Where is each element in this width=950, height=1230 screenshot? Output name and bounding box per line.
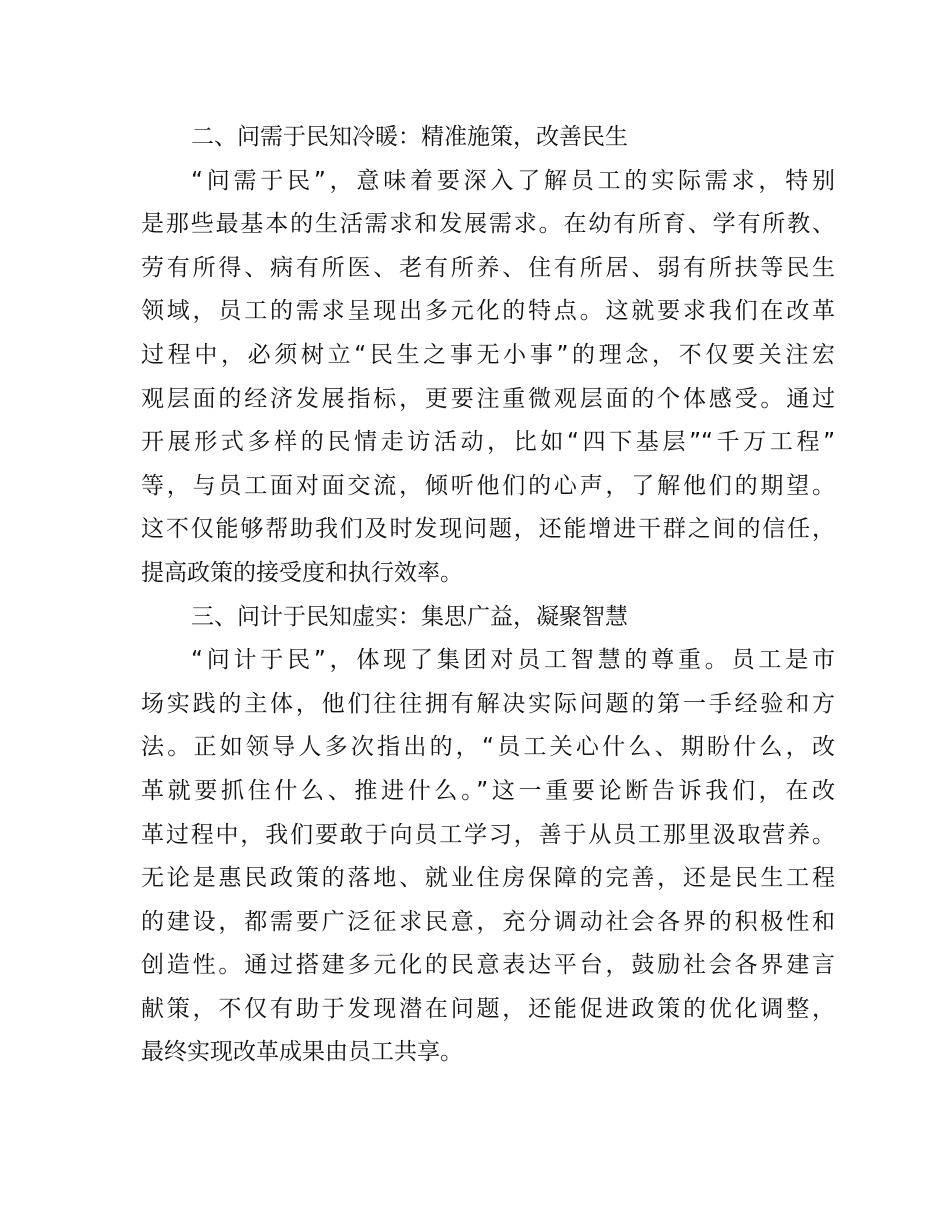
section-two-line: “问需于民”，意味着要深入了解员工的实际需求，特别 (191, 167, 835, 194)
section-three-line: 革过程中，我们要敢于向员工学习，善于从员工那里汲取营养。 (141, 821, 835, 848)
document-body (141, 116, 835, 1075)
section-two-line: 开展形式多样的民情走访活动，比如“四下基层”“千万工程” (141, 429, 835, 456)
section-two-line: 等，与员工面对面交流，倾听他们的心声，了解他们的期望。 (141, 472, 835, 499)
section-three-line: 无论是惠民政策的落地、就业住房保障的完善，还是民生工程 (141, 865, 835, 892)
section-three-line: 最终实现改革成果由员工共享。 (141, 1039, 463, 1066)
section-three-line: “问计于民”，体现了集团对员工智慧的尊重。员工是市 (191, 647, 835, 674)
section-two-line: 领域，员工的需求呈现出多元化的特点。这就要求我们在改革 (141, 298, 835, 325)
section-two-line: 劳有所得、病有所医、老有所养、住有所居、弱有所扶等民生 (141, 254, 835, 281)
section-two-line: 提高政策的接受度和执行效率。 (141, 559, 463, 586)
section-three-line: 创造性。通过搭建多元化的民意表达平台，鼓励社会各界建言 (141, 952, 835, 979)
section-two-line: 观层面的经济发展指标，更要注重微观层面的个体感受。通过 (141, 385, 835, 412)
section-two-line: 过程中，必须树立“民生之事无小事”的理念，不仅要关注宏 (141, 341, 835, 368)
section-three-line: 的建设，都需要广泛征求民意，充分调动社会各界的积极性和 (141, 908, 835, 935)
section-two-heading: 二、问需于民知冷暖：精准施策，改善民生 (191, 124, 628, 150)
section-three-heading: 三、问计于民知虚实：集思广益，凝聚智慧 (191, 603, 628, 630)
section-three-line: 法。正如领导人多次指出的，“员工关心什么、期盼什么，改 (141, 734, 835, 761)
section-three-line: 场实践的主体，他们往往拥有解决实际问题的第一手经验和方 (141, 690, 835, 717)
section-two-line: 这不仅能够帮助我们及时发现问题，还能增进干群之间的信任， (141, 516, 835, 543)
section-three-line: 献策，不仅有助于发现潜在问题，还能促进政策的优化调整， (141, 995, 835, 1022)
section-two-line: 是那些最基本的生活需求和发展需求。在幼有所育、学有所教、 (141, 211, 835, 238)
section-three-line: 革就要抓住什么、推进什么。”这一重要论断告诉我们，在改 (141, 777, 835, 804)
